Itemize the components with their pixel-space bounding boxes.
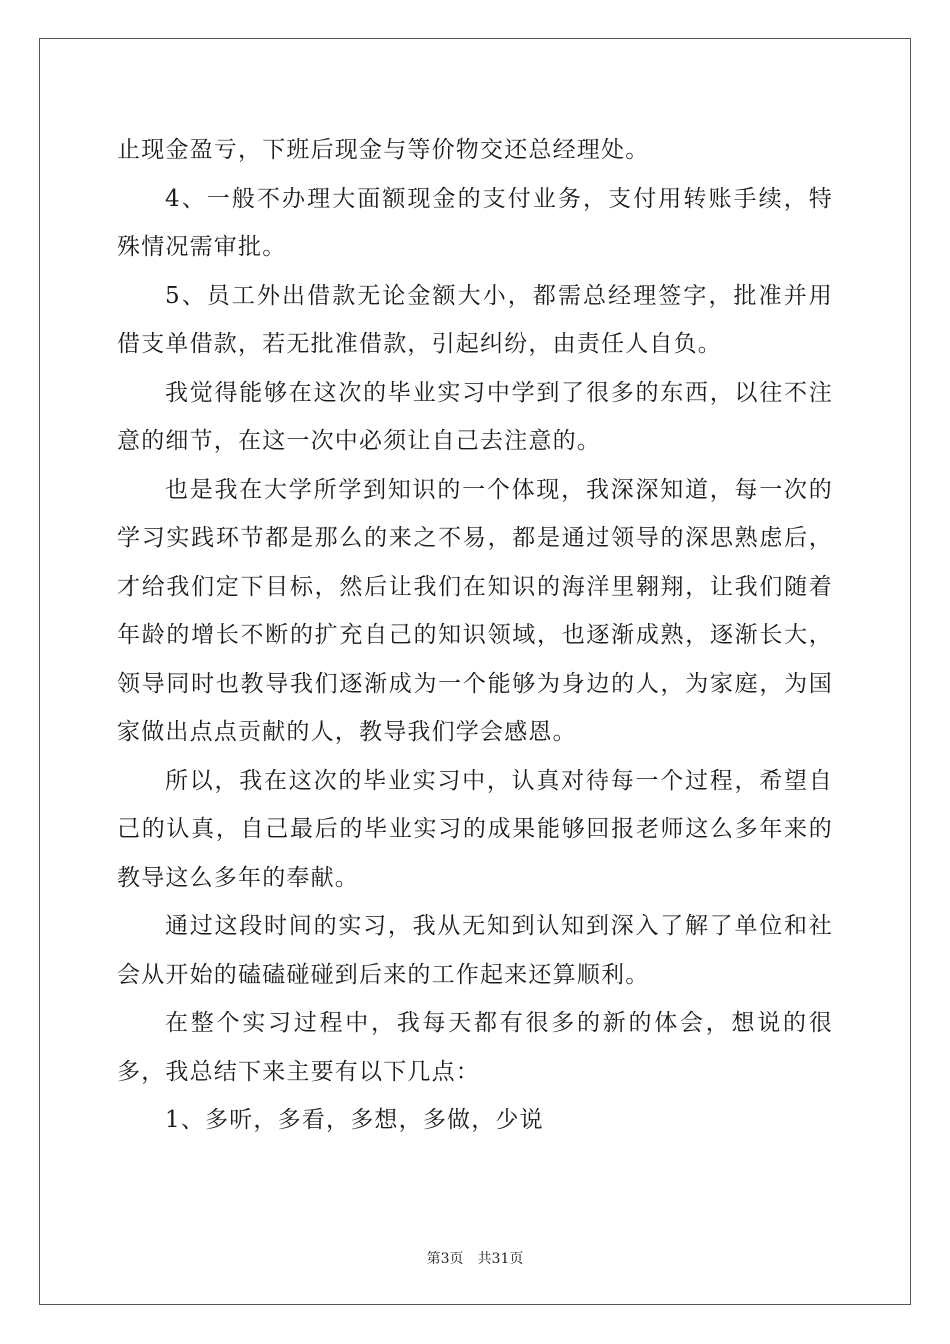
paragraph-9: 1、多听，多看，多想，多做，少说: [165, 1107, 544, 1133]
page-number: 第3页: [426, 1251, 464, 1267]
paragraph-4: 我觉得能够在这次的毕业实习中学到了很多的东西，以往不注意的细节，在这一次中必须让自己去注意的。: [117, 379, 833, 454]
paragraph-6: 所以，我在这次的毕业实习中，认真对待每一个过程，希望自己的认真，自己最后的毕业实习的成果能够回报老师这么多年来的教导这么多年的奉献。: [117, 767, 833, 891]
document-body: [117, 126, 833, 1145]
paragraph-8: 在整个实习过程中，我每天都有很多的新的体会，想说的很多，我总结下来主要有以下几点：: [117, 1010, 833, 1085]
page-footer: [0, 1248, 950, 1268]
paragraph-1: 止现金盈亏，下班后现金与等价物交还总经理处。: [117, 137, 650, 163]
paragraph-7: 通过这段时间的实习，我从无知到认知到深入了解了单位和社会从开始的磕磕碰碰到后来的工作起来还算顺利。: [117, 913, 833, 988]
paragraph-5: 也是我在大学所学到知识的一个体现，我深深知道，每一次的学习实践环节都是那么的来之不易，都是通过领导的深思熟虑后，才给我们定下目标，然后让我们在知识的海洋里翱翔，让我们随着年龄的增长不断的扩充自己的知识领域，也逐渐成熟，逐渐长大，领导同时也教导我们逐渐成为一个能够为身边的人，为家庭，为国家做出点点贡献的人，教导我们学会感恩。: [117, 476, 833, 745]
paragraph-2: 4、一般不办理大面额现金的支付业务，支付用转账手续，特殊情况需审批。: [117, 185, 833, 260]
paragraph-3: 5、员工外出借款无论金额大小，都需总经理签字，批准并用借支单借款，若无批准借款，引起纠纷，由责任人自负。: [117, 282, 833, 357]
page-total: 共31页: [477, 1251, 524, 1267]
